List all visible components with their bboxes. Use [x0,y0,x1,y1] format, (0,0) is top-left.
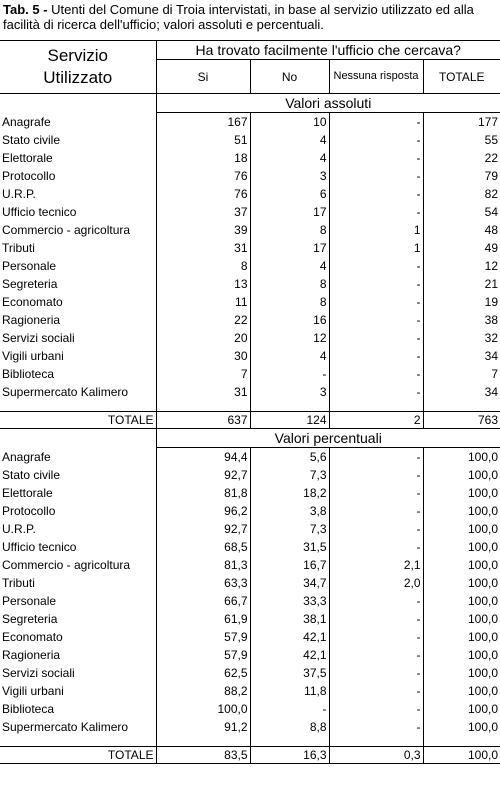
value-nessuna-risposta: - [329,383,423,401]
value-totale: 48 [484,223,498,237]
service-name: Stato civile [0,466,156,484]
service-name: U.R.P. [0,185,156,203]
table-row [0,239,500,257]
value-no: 18,2 [250,484,329,502]
value-no: 8,8 [250,718,329,736]
table-row [0,646,500,664]
value-si: 62,5 [156,664,250,682]
value-no: 17 [250,239,329,257]
value-si: 76 [156,185,250,203]
value-no: 37,5 [250,664,329,682]
value-totale: 34 [484,385,498,399]
row-header-line2: Utilizzato [43,68,113,87]
value-no: 8 [250,275,329,293]
spacer-cell [250,401,329,412]
value-no: 3 [250,383,329,401]
question-header: Ha trovato facilmente l'ufficio che cercava? [156,41,500,60]
value-si: 81,8 [156,484,250,502]
value-no: 3 [250,167,329,185]
col-header-si: Si [156,60,250,94]
service-name: Commercio - agricoltura [0,556,156,574]
value-si: 61,9 [156,610,250,628]
value-si: 11 [156,293,250,311]
table-row [0,293,500,311]
total-nessuna-risposta: 0,3 [329,747,423,764]
value-nessuna-risposta: - [329,610,423,628]
value-si: 66,7 [156,592,250,610]
spacer-cell [329,401,423,412]
table-row [0,574,500,592]
value-no: 4 [250,131,329,149]
table-row [0,203,500,221]
service-name: U.R.P. [0,520,156,538]
value-si: 13 [156,275,250,293]
spacer-cell [329,736,423,747]
value-nessuna-risposta: - [329,484,423,502]
value-no: 33,3 [250,592,329,610]
value-totale: 100,0 [467,576,498,590]
value-no: 38,1 [250,610,329,628]
value-no: 3,8 [250,502,329,520]
service-name: Anagrafe [0,113,156,132]
value-nessuna-risposta: 1 [329,221,423,239]
caption-label: Tab. 5 - [3,2,48,17]
table-row [0,257,500,275]
value-nessuna-risposta: - [329,538,423,556]
value-nessuna-risposta: - [329,275,423,293]
value-si: 57,9 [156,646,250,664]
value-si: 57,9 [156,628,250,646]
value-no: 34,7 [250,574,329,592]
value-si: 63,3 [156,574,250,592]
service-name: Protocollo [0,502,156,520]
service-name: Vigili urbani [0,347,156,365]
value-no: 10 [250,113,329,132]
value-si: 88,2 [156,682,250,700]
value-totale: 19 [484,295,498,309]
value-nessuna-risposta: - [329,185,423,203]
value-totale: 100,0 [467,522,498,536]
spacer-cell [423,736,500,747]
value-no: 11,8 [250,682,329,700]
total-si: 637 [156,412,250,429]
percent-section-title: Valori percentuali [156,429,500,448]
value-no: - [250,700,329,718]
value-nessuna-risposta: - [329,664,423,682]
value-nessuna-risposta: - [329,329,423,347]
service-name: Ragioneria [0,646,156,664]
total-no: 124 [250,412,329,429]
col-header-totale: TOTALE [423,60,500,94]
value-si: 8 [156,257,250,275]
value-no: 4 [250,257,329,275]
service-name: Elettorale [0,484,156,502]
value-nessuna-risposta: - [329,149,423,167]
absolute-section-title-row [0,94,500,113]
value-nessuna-risposta: - [329,718,423,736]
value-nessuna-risposta: 2,1 [329,556,423,574]
table-row [0,167,500,185]
spacer-cell [0,401,156,412]
value-si: 39 [156,221,250,239]
value-si: 51 [156,131,250,149]
total-nessuna-risposta: 2 [329,412,423,429]
service-name: Vigili urbani [0,682,156,700]
value-nessuna-risposta: - [329,203,423,221]
value-totale: 100,0 [467,702,498,716]
value-totale: 54 [484,205,498,219]
service-name: Ufficio tecnico [0,203,156,221]
table-row [0,718,500,736]
value-nessuna-risposta: - [329,365,423,383]
value-totale: 79 [484,169,498,183]
total-totale: 100,0 [423,747,500,764]
value-totale: 12 [484,259,498,273]
value-si: 76 [156,167,250,185]
value-nessuna-risposta: 1 [329,239,423,257]
value-no: 5,6 [250,448,329,467]
value-totale: 7 [491,367,498,381]
table-row [0,311,500,329]
table-row [0,466,500,484]
spacer-cell [156,736,250,747]
table-row [0,131,500,149]
table-row [0,610,500,628]
row-header-line1: Servizio [47,46,108,65]
value-totale: 100,0 [467,594,498,608]
value-totale: 100,0 [467,468,498,482]
table-row [0,113,500,132]
value-totale: 177 [477,115,498,129]
value-no: 16,7 [250,556,329,574]
value-nessuna-risposta: - [329,646,423,664]
percent-section-title-spacer [0,429,156,448]
col-header-nessuna-risposta: Nessuna risposta [329,60,423,94]
value-nessuna-risposta: - [329,520,423,538]
service-name: Supermercato Kalimero [0,383,156,401]
table-row [0,682,500,700]
value-si: 68,5 [156,538,250,556]
value-nessuna-risposta: - [329,700,423,718]
service-name: Servizi sociali [0,664,156,682]
value-nessuna-risposta: - [329,293,423,311]
value-no: 31,5 [250,538,329,556]
total-si: 83,5 [156,747,250,764]
service-name: Anagrafe [0,448,156,467]
value-no: 8 [250,293,329,311]
value-nessuna-risposta: - [329,448,423,467]
table-row [0,700,500,718]
value-si: 31 [156,239,250,257]
value-totale: 100,0 [467,486,498,500]
service-name: Segreteria [0,275,156,293]
service-name: Tributi [0,574,156,592]
value-totale: 34 [484,349,498,363]
value-si: 92,7 [156,466,250,484]
total-label: TOTALE [0,747,156,764]
service-name: Segreteria [0,610,156,628]
value-nessuna-risposta: - [329,257,423,275]
value-no: 42,1 [250,646,329,664]
col-header-no: No [250,60,329,94]
service-name: Ragioneria [0,311,156,329]
value-no: 8 [250,221,329,239]
value-si: 37 [156,203,250,221]
service-name: Servizi sociali [0,329,156,347]
value-nessuna-risposta: - [329,466,423,484]
table-row [0,275,500,293]
table-row [0,149,500,167]
service-name: Tributi [0,239,156,257]
table-row [0,556,500,574]
service-name: Commercio - agricoltura [0,221,156,239]
value-no: 4 [250,149,329,167]
table-row [0,538,500,556]
absolute-section-spacer-row [0,401,500,412]
value-si: 94,4 [156,448,250,467]
value-nessuna-risposta: - [329,592,423,610]
service-name: Economato [0,293,156,311]
value-nessuna-risposta: - [329,347,423,365]
value-nessuna-risposta: - [329,682,423,700]
value-nessuna-risposta: 2,0 [329,574,423,592]
service-name: Protocollo [0,167,156,185]
value-si: 91,2 [156,718,250,736]
total-no: 16,3 [250,747,329,764]
spacer-cell [423,401,500,412]
table-row [0,365,500,383]
value-si: 167 [156,113,250,132]
table-row [0,502,500,520]
value-no: 42,1 [250,628,329,646]
table-caption [3,2,498,32]
table-body [0,41,500,764]
total-label: TOTALE [0,412,156,429]
value-totale: 32 [484,331,498,345]
value-totale: 100,0 [467,450,498,464]
table-row [0,484,500,502]
value-totale: 100,0 [467,540,498,554]
service-name: Biblioteca [0,700,156,718]
absolute-section-title: Valori assoluti [156,94,500,113]
table-row [0,592,500,610]
value-totale: 100,0 [467,558,498,572]
service-name: Elettorale [0,149,156,167]
total-totale: 763 [423,412,500,429]
value-nessuna-risposta: - [329,311,423,329]
value-nessuna-risposta: - [329,628,423,646]
table-row [0,664,500,682]
value-nessuna-risposta: - [329,167,423,185]
percent-section-title-row [0,429,500,448]
value-no: 6 [250,185,329,203]
value-totale: 82 [484,187,498,201]
header-row-1 [0,41,500,60]
table-row [0,383,500,401]
table-row [0,329,500,347]
value-totale: 21 [484,277,498,291]
service-name: Ufficio tecnico [0,538,156,556]
value-totale: 38 [484,313,498,327]
percent-section-spacer-row [0,736,500,747]
absolute-section-total-row [0,412,500,429]
value-si: 18 [156,149,250,167]
percent-section-total-row [0,747,500,764]
value-si: 30 [156,347,250,365]
table-row [0,448,500,467]
value-totale: 100,0 [467,684,498,698]
table-row [0,221,500,239]
value-totale: 49 [484,241,498,255]
spacer-cell [250,736,329,747]
value-totale: 100,0 [467,648,498,662]
value-totale: 55 [484,133,498,147]
service-name: Economato [0,628,156,646]
value-si: 96,2 [156,502,250,520]
value-no: 7,3 [250,520,329,538]
value-no: 4 [250,347,329,365]
service-name: Supermercato Kalimero [0,718,156,736]
spacer-cell [0,736,156,747]
value-si: 100,0 [156,700,250,718]
value-si: 20 [156,329,250,347]
table-row [0,520,500,538]
value-si: 22 [156,311,250,329]
value-totale: 100,0 [467,666,498,680]
value-nessuna-risposta: - [329,502,423,520]
value-si: 7 [156,365,250,383]
spacer-cell [156,401,250,412]
value-si: 81,3 [156,556,250,574]
value-no: - [250,365,329,383]
data-table [0,40,500,764]
value-totale: 100,0 [467,720,498,734]
service-name: Biblioteca [0,365,156,383]
value-no: 7,3 [250,466,329,484]
service-name: Stato civile [0,131,156,149]
value-no: 17 [250,203,329,221]
caption-text: Utenti del Comune di Troia intervistati, in base al servizio utilizzato ed alla facilità di ricerca dell'ufficio; valori assoluti e percentuali. [3,2,474,32]
value-totale: 100,0 [467,612,498,626]
value-no: 12 [250,329,329,347]
table-row [0,347,500,365]
table-row [0,628,500,646]
value-si: 92,7 [156,520,250,538]
value-si: 31 [156,383,250,401]
table-row [0,185,500,203]
value-totale: 100,0 [467,630,498,644]
value-no: 16 [250,311,329,329]
row-header [0,41,156,94]
absolute-section-title-spacer [0,94,156,113]
value-nessuna-risposta: - [329,113,423,132]
service-name: Personale [0,257,156,275]
service-name: Personale [0,592,156,610]
value-totale: 100,0 [467,504,498,518]
value-nessuna-risposta: - [329,131,423,149]
value-totale: 22 [484,151,498,165]
